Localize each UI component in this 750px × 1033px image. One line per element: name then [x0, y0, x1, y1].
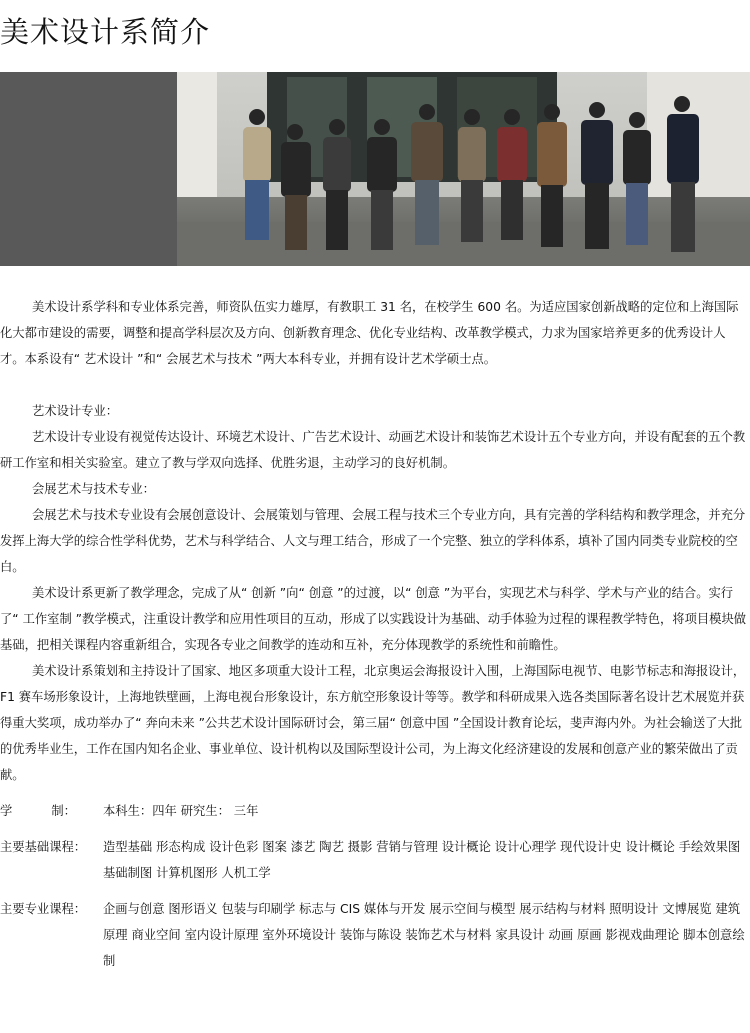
core-courses-label: 主要专业课程： [0, 902, 87, 916]
xuezhi-value: 本科生：四年 研究生： 三年 [103, 804, 259, 818]
core-courses-row [0, 896, 750, 974]
basic-courses-value: 造型基础 形态构成 设计色彩 图案 漆艺 陶艺 摄影 营销与管理 设计概论 设计心理学 现代设计史 设计概论 手绘效果图 基础制图 计算机图形 人机工学 [103, 840, 741, 880]
core-courses-value: 企画与创意 图形语义 包装与印刷学 标志与 CIS 媒体与开发 展示空间与模型 展示结构与材料 照明设计 文博展览 建筑原理 商业空间 室内设计原理 室外环境设计 装饰与陈设 装饰艺术与材料 家具设计 动画 原画 影视戏曲理论 脚本创意绘制 [103, 902, 745, 968]
major2-heading: 会展艺术与技术专业： [31, 482, 155, 496]
xuezhi-row [0, 798, 750, 824]
xuezhi-label: 学 制： [0, 804, 76, 818]
banner-gray-block [0, 72, 177, 266]
page-title: 美术设计系简介 [0, 15, 211, 49]
group-photo [177, 72, 750, 266]
intro-paragraph: 美术设计系学科和专业体系完善，师资队伍实力雄厚，有教职工 31 名，在校学生 600 名。为适应国家创新战略的定位和上海国际化大都市建设的需要，调整和提高学科层次及方向、创新教育理念、优化专业结构、改革教学模式，力求为国家培养更多的优秀设计人才。本系设有“ 艺术设计 ”和“ 会展艺术与技术 ”两大本科专业，并拥有设计艺术学硕士点。 [0, 300, 739, 366]
teaching-paragraph: 美术设计系更新了教学理念，完成了从“ 创新 ”向“ 创意 ”的过渡，以“ 创意 ”为平台，实现艺术与科学、学术与产业的结合。实行了“ 工作室制 ”教学模式，注重设计教学和应用性项目的互动，形成了以实践设计为基础、动手体验为过程的课程教学特色，将项目模块做基础，把相关课程内容重新组合，实现各专业之间教学的连动和互补，充分体现教学的系统性和前瞻性。 [0, 586, 747, 652]
basic-courses-row [0, 834, 750, 886]
major2-text: 会展艺术与技术专业设有会展创意设计、会展策划与管理、会展工程与技术三个专业方向，具有完善的学科结构和教学理念，并充分发挥上海大学的综合性学科优势，艺术与科学结合、人文与理工结合，形成了一个完整、独立的学科体系，填补了国内同类专业院校的空白。 [0, 508, 746, 574]
projects-paragraph: 美术设计系策划和主持设计了国家、地区多项重大设计工程，北京奥运会海报设计入围，上海国际电视节、电影节标志和海报设计，F1 赛车场形象设计，上海地铁壁画，上海电视台形象设计，东方航空形象设计等等。教学和科研成果入选各类国际著名设计艺术展览并获得重大奖项，成功举办了“ 奔向未来 ”公共艺术设计国际研讨会，第三届“ 创意中国 ”全国设计教育论坛，斐声海内外。为社会输送了大批的优秀毕业生，工作在国内知名企业、事业单位、设计机构以及国际型设计公司，为上海文化经济建设的发展和创意产业的繁荣做出了贡献。 [0, 664, 746, 782]
basic-courses-label: 主要基础课程： [0, 840, 87, 854]
major1-heading: 艺术设计专业： [31, 404, 119, 418]
banner [0, 72, 750, 266]
major1-text: 艺术设计专业设有视觉传达设计、环境艺术设计、广告艺术设计、动画艺术设计和装饰艺术设计五个专业方向，并设有配套的五个教研工作室和相关实验室。建立了教与学双向选择、优胜劣退，主动学习的良好机制。 [0, 430, 746, 470]
intro-content [0, 294, 750, 974]
